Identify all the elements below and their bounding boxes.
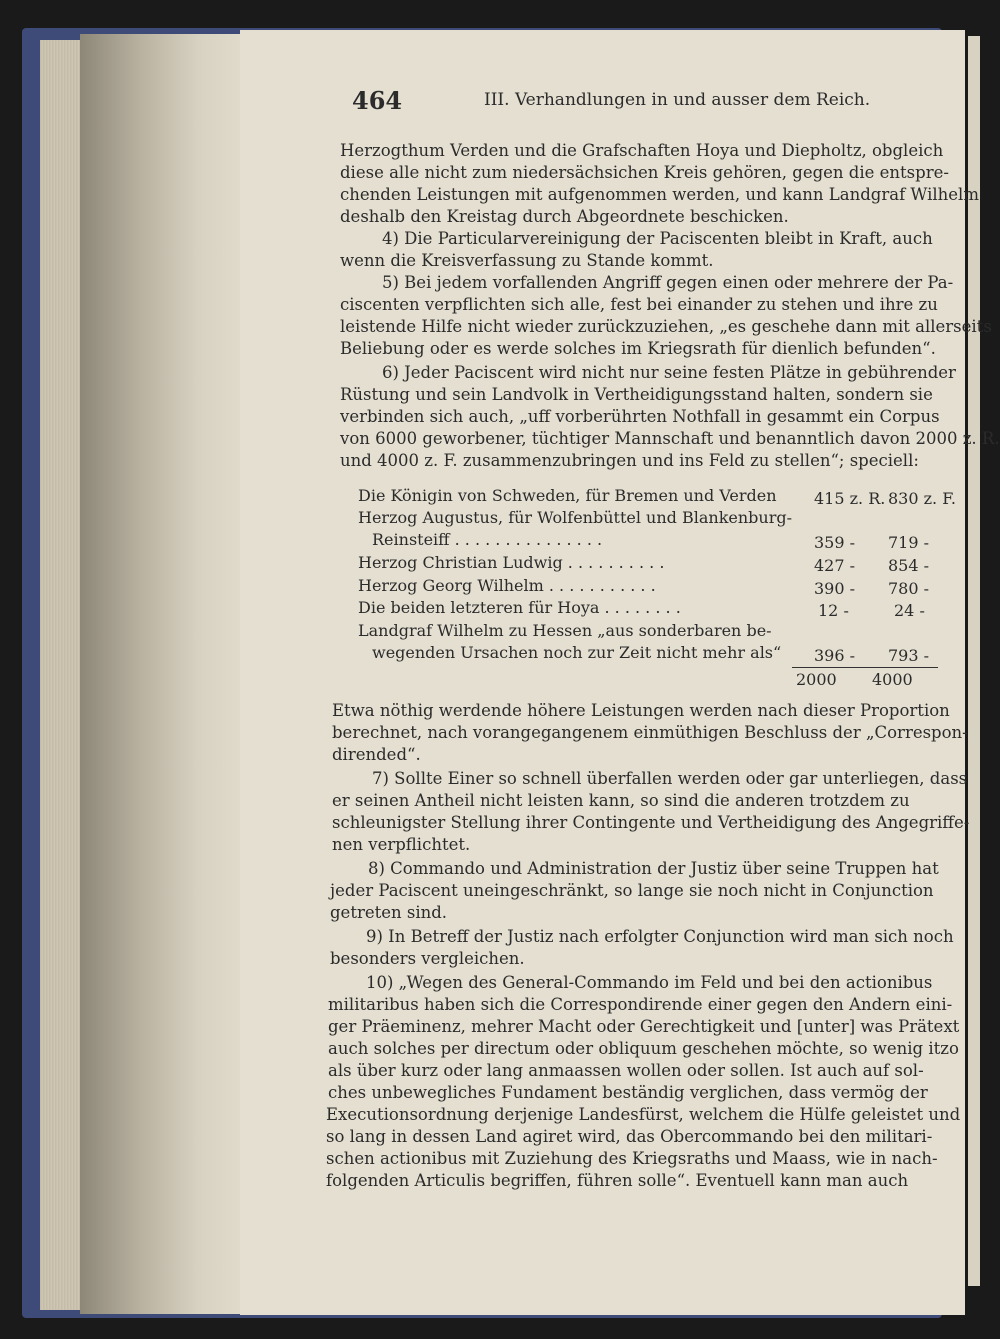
text-line: chenden Leistungen mit aufgenommen werden, und kann Landgraf Wilhelm: [340, 185, 979, 204]
table-row-label: Herzog Georg Wilhelm . . . . . . . . . . .: [358, 576, 656, 595]
text-line: 9) In Betreff der Justiz nach erfolgter Conjunction wird man sich noch: [366, 927, 954, 946]
text-line: und 4000 z. F. zusammenzubringen und ins Feld zu stellen“; speciell:: [340, 451, 919, 470]
text-line: 6) Jeder Paciscent wird nicht nur seine festen Plätze in gebührender: [382, 363, 956, 382]
page-number: 464: [352, 86, 403, 115]
text-line: militaribus haben sich die Correspondirende einer gegen den Andern eini-: [328, 995, 953, 1014]
table-cell-infantry: 830 z. F.: [888, 489, 956, 508]
right-page-edge: [968, 36, 980, 1286]
text-line: auch solches per directum oder obliquum geschehen möchte, so wenig itzo: [328, 1039, 959, 1058]
table-cell-cavalry: 390 -: [814, 579, 856, 598]
text-line: wenn die Kreisverfassung zu Stande kommt.: [340, 251, 714, 270]
page-edges: [40, 40, 80, 1310]
table-row-label: Herzog Christian Ludwig . . . . . . . . . .: [358, 553, 665, 572]
table-row-label: Die Königin von Schweden, für Bremen und Verden: [358, 486, 777, 505]
text-line: besonders vergleichen.: [330, 949, 525, 968]
table-row-label: wegenden Ursachen noch zur Zeit nicht mehr als“: [372, 643, 782, 662]
table-cell-cavalry: 415 z. R.: [814, 489, 886, 508]
table-cell-cavalry: 427 -: [814, 556, 856, 575]
table-row-label: Herzog Augustus, für Wolfenbüttel und Blankenburg-: [358, 508, 793, 527]
table-cell-infantry: 793 -: [888, 646, 930, 665]
text-line: 10) „Wegen des General-Commando im Feld und bei den actionibus: [366, 973, 933, 992]
text-line: ches unbewegliches Fundament beständig verglichen, dass vermög der: [328, 1083, 928, 1102]
text-line: verbinden sich auch, „uff vorberührten Nothfall in gesammt ein Corpus: [340, 407, 940, 426]
text-line: nen verpflichtet.: [332, 835, 471, 854]
table-cell-infantry: 24 -: [894, 601, 925, 620]
text-line: Beliebung oder es werde solches im Kriegsrath für dienlich befunden“.: [340, 339, 936, 358]
table-sum-rule: [792, 667, 938, 668]
text-line: deshalb den Kreistag durch Abgeordnete beschicken.: [340, 207, 789, 226]
text-line: 7) Sollte Einer so schnell überfallen werden oder gar unterliegen, dass: [372, 769, 968, 788]
text-line: dirended“.: [332, 745, 421, 764]
text-line: leistende Hilfe nicht wieder zurückzuziehen, „es geschehe dann mit allerseits: [340, 317, 992, 336]
table-row-label: Landgraf Wilhelm zu Hessen „aus sonderbaren be-: [358, 621, 772, 640]
text-line: ger Präeminenz, mehrer Macht oder Gerechtigkeit und [unter] was Prätext: [328, 1017, 960, 1036]
text-line: getreten sind.: [330, 903, 448, 922]
text-line: er seinen Antheil nicht leisten kann, so sind die anderen trotzdem zu: [332, 791, 910, 810]
text-line: Etwa nöthig werdende höhere Leistungen werden nach dieser Proportion: [332, 701, 950, 720]
page-gutter-shadow: [80, 34, 250, 1314]
text-line: folgenden Articulis begriffen, führen solle“. Eventuell kann man auch: [326, 1171, 909, 1190]
table-cell-cavalry: 12 -: [818, 601, 849, 620]
text-line: Rüstung und sein Landvolk in Vertheidigungsstand halten, sondern sie: [340, 385, 933, 404]
text-line: schleunigster Stellung ihrer Contingente und Vertheidigung des Angegriffe-: [332, 813, 970, 832]
text-line: berechnet, nach vorangegangenem einmüthigen Beschluss der „Correspon-: [332, 723, 968, 742]
running-title: III. Verhandlungen in und ausser dem Reich.: [484, 90, 871, 110]
table-total-cavalry: 2000: [796, 670, 837, 689]
table-cell-cavalry: 359 -: [814, 533, 856, 552]
text-line: ciscenten verpflichten sich alle, fest bei einander zu stehen und ihre zu: [340, 295, 938, 314]
table-cell-infantry: 854 -: [888, 556, 930, 575]
text-line: diese alle nicht zum niedersächsichen Kreis gehören, gegen die entspre-: [340, 163, 949, 182]
table-cell-cavalry: 396 -: [814, 646, 856, 665]
table-cell-infantry: 780 -: [888, 579, 930, 598]
text-line: 5) Bei jedem vorfallenden Angriff gegen einen oder mehrere der Pa-: [382, 273, 954, 292]
text-line: 4) Die Particularvereinigung der Paciscenten bleibt in Kraft, auch: [382, 229, 933, 248]
text-line: Executionsordnung derjenige Landesfürst, welchem die Hülfe geleistet und: [326, 1105, 961, 1124]
text-line: Herzogthum Verden und die Grafschaften Hoya und Diepholtz, obgleich: [340, 141, 944, 160]
table-total-infantry: 4000: [872, 670, 913, 689]
text-line: so lang in dessen Land agiret wird, das Obercommando bei den militari-: [326, 1127, 933, 1146]
text-line: als über kurz oder lang anmaassen wollen oder sollen. Ist auch auf sol-: [328, 1061, 924, 1080]
table-cell-infantry: 719 -: [888, 533, 930, 552]
text-line: schen actionibus mit Zuziehung des Kriegsraths und Maass, wie in nach-: [326, 1149, 938, 1168]
text-line: von 6000 geworbener, tüchtiger Mannschaft und benanntlich davon 2000 z. R.: [340, 429, 1000, 448]
table-row-label: Reinsteiff . . . . . . . . . . . . . . .: [372, 530, 603, 549]
text-line: 8) Commando und Administration der Justiz über seine Truppen hat: [368, 859, 939, 878]
text-line: jeder Paciscent uneingeschränkt, so lange sie noch nicht in Conjunction: [330, 881, 934, 900]
table-row-label: Die beiden letzteren für Hoya . . . . . . . .: [358, 598, 681, 617]
